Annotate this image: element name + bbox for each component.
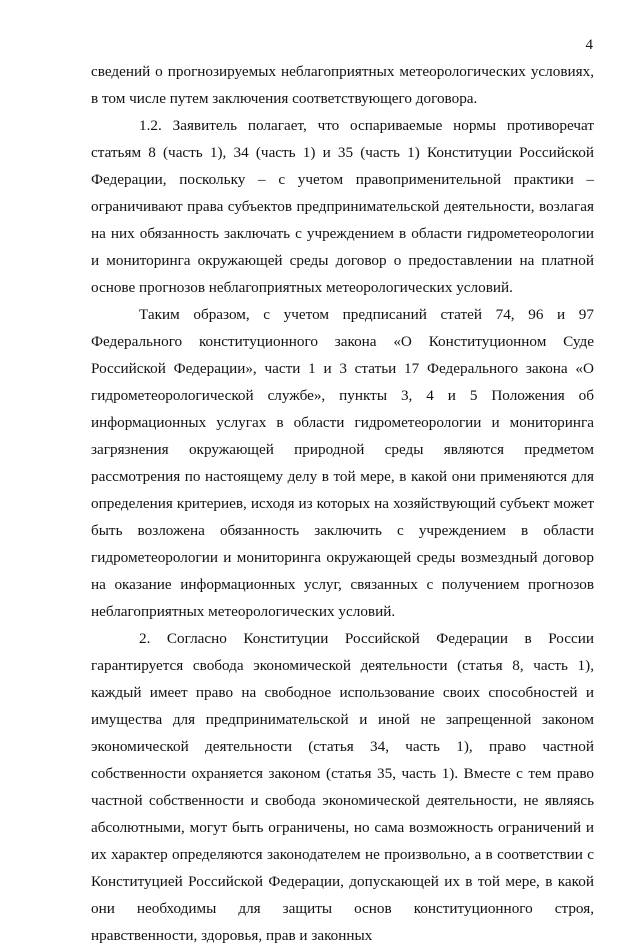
paragraph-2-constitutional-guarantees: 2. Согласно Конституции Российской Федерации в России гарантируется свобода экономической деятельности (статья 8, часть 1), каждый имеет право на свободное использование своих способностей и имущества для предпринимательской и иной не запрещенной законом экономической деятельности (статья 34, часть 1), право частной собственности охраняется законом (статья 35, часть 1). Вместе с тем право частной собственности и свобода экономической деятельности, не являясь абсолютными, могут быть ограничены, но сама возможность ограничений и их характер определяются законодателем не произвольно, а в соответствии с Конституцией Российской Федерации, допускающей их в той мере, в какой они необходимы для защиты основ конституционного строя, нравственности, здоровья, прав и законных [91, 630, 594, 944]
paragraph-1-2-applicant-position: 1.2. Заявитель полагает, что оспариваемые нормы противоречат статьям 8 (часть 1), 34 (часть 1) и 35 (часть 1) Конституции Российской Федерации, поскольку – с учетом правоприменительной практики – ограничивают права субъектов предпринимательской деятельности, возлагая на них обязанность заключать с учреждением в области гидрометеорологии и мониторинга окружающей среды договор о предоставлении на платной основе прогнозов неблагоприятных метеорологических условий. [91, 117, 594, 296]
document-body [91, 58, 594, 949]
paragraph-subject-of-review: Таким образом, с учетом предписаний статей 74, 96 и 97 Федерального конституционного закона «О Конституционном Суде Российской Федерации», части 1 и 3 статьи 17 Федерального закона «О гидрометеорологической службе», пункты 3, 4 и 5 Положения об информационных услугах в области гидрометеорологии и мониторинга загрязнения окружающей природной среды являются предметом рассмотрения по настоящему делу в той мере, в какой они применяются для определения критериев, исходя из которых на хозяйствующий субъект может быть возложена обязанность заключить с учреждением в области гидрометеорологии и мониторинга окружающей среды возмездный договор на оказание информационных услуг, связанных с получением прогнозов неблагоприятных метеорологических условий. [91, 306, 594, 620]
paragraph-continuation: сведений о прогнозируемых неблагоприятных метеорологических условиях, в том числе путем заключения соответствующего договора. [91, 63, 594, 107]
page-number: 4 [585, 37, 593, 53]
